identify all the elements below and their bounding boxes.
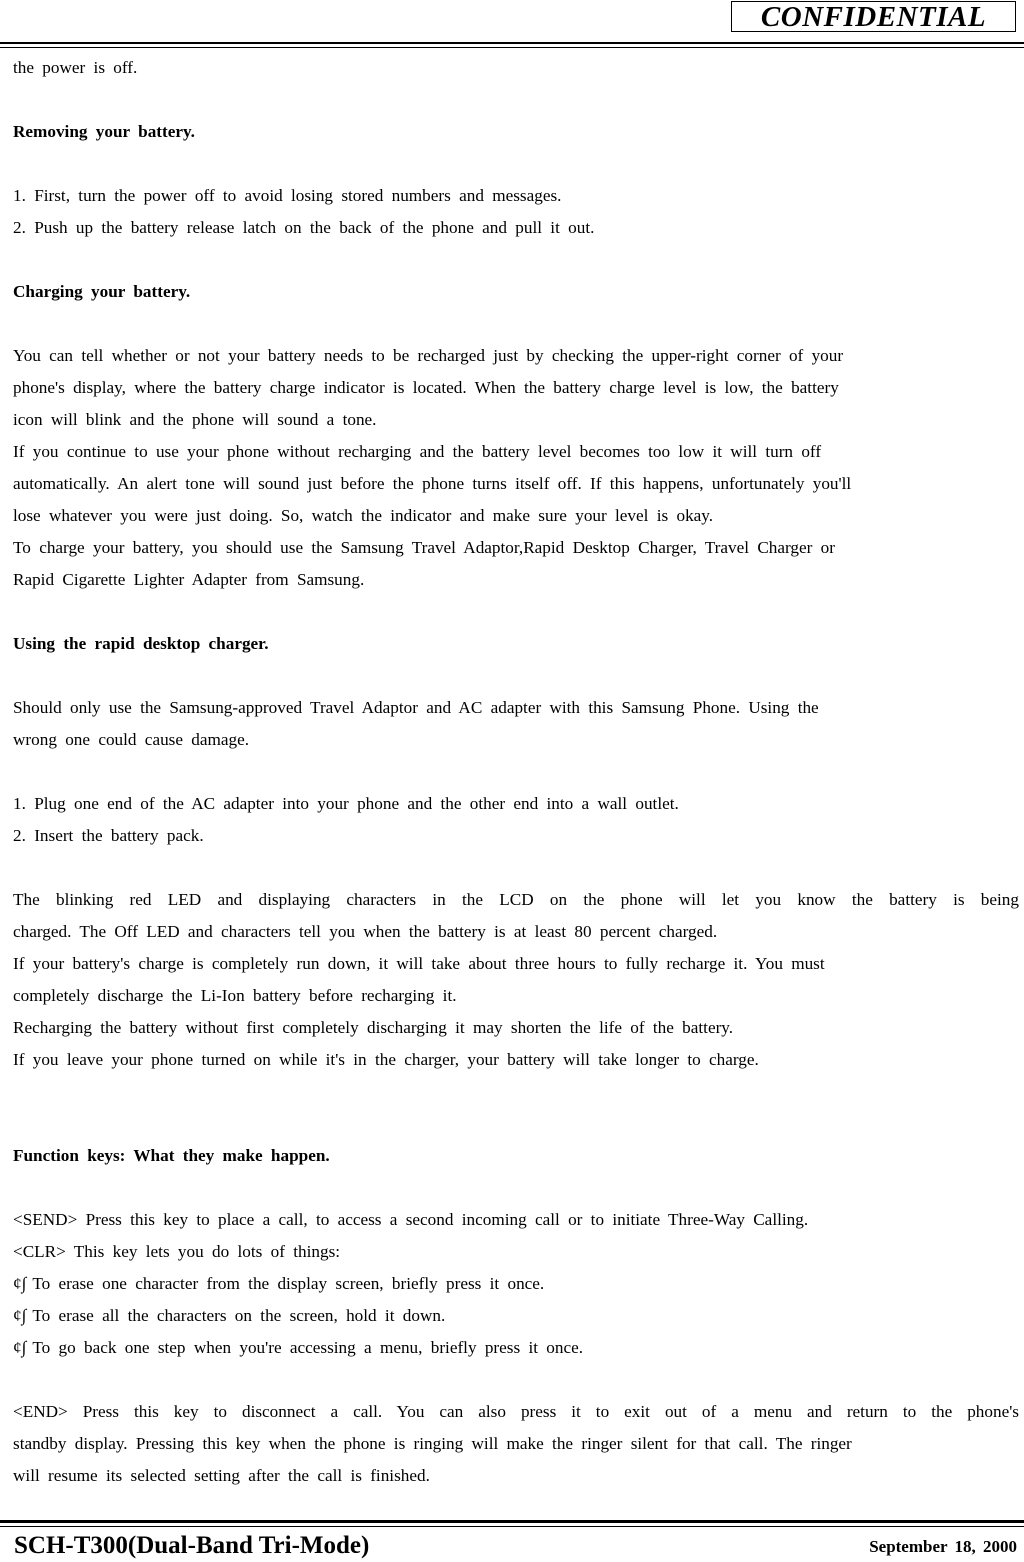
body-text-line: Should only use the Samsung-approved Travel Adaptor and AC adapter with this Samsung Phone. Using the <box>13 698 819 717</box>
document-body <box>13 52 1019 1492</box>
section-heading-function-keys: Function keys: What they make happen. <box>13 1146 330 1165</box>
clr-bullet-item <box>13 1300 1019 1332</box>
footer-rule-top <box>0 1520 1024 1523</box>
body-text-line: If you leave your phone turned on while it's in the charger, your battery will take longer to charge. <box>13 1050 759 1069</box>
confidential-label: CONFIDENTIAL <box>731 1 1016 32</box>
body-text-line: automatically. An alert tone will sound just before the phone turns itself off. If this happens, unfortunately you'll <box>13 474 852 493</box>
rapid-step-2: 2. Insert the battery pack. <box>13 826 204 845</box>
clr-bullet-text: To erase one character from the display screen, briefly press it once. <box>32 1274 545 1293</box>
clr-bullet-item <box>13 1268 1019 1300</box>
footer-model: SCH-T300(Dual-Band Tri-Mode) <box>14 1532 370 1559</box>
body-text-line: phone's display, where the battery charge indicator is located. When the battery charge level is low, the battery <box>13 378 839 397</box>
footer-rule-bottom <box>0 1526 1024 1527</box>
clr-bullet-text: To go back one step when you're accessing a menu, briefly press it once. <box>32 1338 584 1357</box>
body-text-line: Rapid Cigarette Lighter Adapter from Samsung. <box>13 570 365 589</box>
bullet-glyph: ¢∫ <box>13 1306 27 1325</box>
remove-step-1: 1. First, turn the power off to avoid losing stored numbers and messages. <box>13 186 562 205</box>
body-text-line: The blinking red LED and displaying characters in the LCD on the phone will let you know the battery is being <box>13 890 1019 909</box>
end-key-description: <END> Press this key to disconnect a call. You can also press it to exit out of a menu and return to the phone's <box>13 1402 1019 1421</box>
footer-date: September 18, 2000 <box>869 1537 1017 1556</box>
section-heading-charging-battery: Charging your battery. <box>13 282 191 301</box>
header-rule-bottom <box>0 47 1024 48</box>
body-text-line: will resume its selected setting after the call is finished. <box>13 1466 430 1485</box>
rapid-step-1: 1. Plug one end of the AC adapter into your phone and the other end into a wall outlet. <box>13 794 679 813</box>
clr-key-description: <CLR> This key lets you do lots of things: <box>13 1242 341 1261</box>
clr-bullet-text: To erase all the characters on the screen, hold it down. <box>32 1306 446 1325</box>
body-text-line: If you continue to use your phone without recharging and the battery level becomes too low it will turn off <box>13 442 822 461</box>
send-key-description: <SEND> Press this key to place a call, to access a second incoming call or to initiate Three-Way Calling. <box>13 1210 809 1229</box>
body-text-line: charged. The Off LED and characters tell you when the battery is at least 80 percent charged. <box>13 922 718 941</box>
body-text-line: You can tell whether or not your battery needs to be recharged just by checking the upper-right corner of your <box>13 346 844 365</box>
section-heading-rapid-desktop-charger: Using the rapid desktop charger. <box>13 634 269 653</box>
body-text-line: lose whatever you were just doing. So, watch the indicator and make sure your level is okay. <box>13 506 714 525</box>
body-text-line: standby display. Pressing this key when the phone is ringing will make the ringer silent for that call. The ringer <box>13 1434 852 1453</box>
body-text-line: wrong one could cause damage. <box>13 730 250 749</box>
clr-bullet-item <box>13 1332 1019 1364</box>
body-text-line: To charge your battery, you should use the Samsung Travel Adaptor,Rapid Desktop Charger, Travel Charger or <box>13 538 835 557</box>
body-text-line: icon will blink and the phone will sound a tone. <box>13 410 377 429</box>
remove-step-2: 2. Push up the battery release latch on the back of the phone and pull it out. <box>13 218 595 237</box>
body-text-line: Recharging the battery without first completely discharging it may shorten the life of the battery. <box>13 1018 734 1037</box>
bullet-glyph: ¢∫ <box>13 1274 27 1293</box>
body-text-line: completely discharge the Li-Ion battery before recharging it. <box>13 986 457 1005</box>
bullet-glyph: ¢∫ <box>13 1338 27 1357</box>
header-rule-top <box>0 42 1024 44</box>
section-heading-removing-battery: Removing your battery. <box>13 122 195 141</box>
body-text-line: the power is off. <box>13 58 138 77</box>
body-text-line: If your battery's charge is completely run down, it will take about three hours to fully recharge it. You must <box>13 954 825 973</box>
